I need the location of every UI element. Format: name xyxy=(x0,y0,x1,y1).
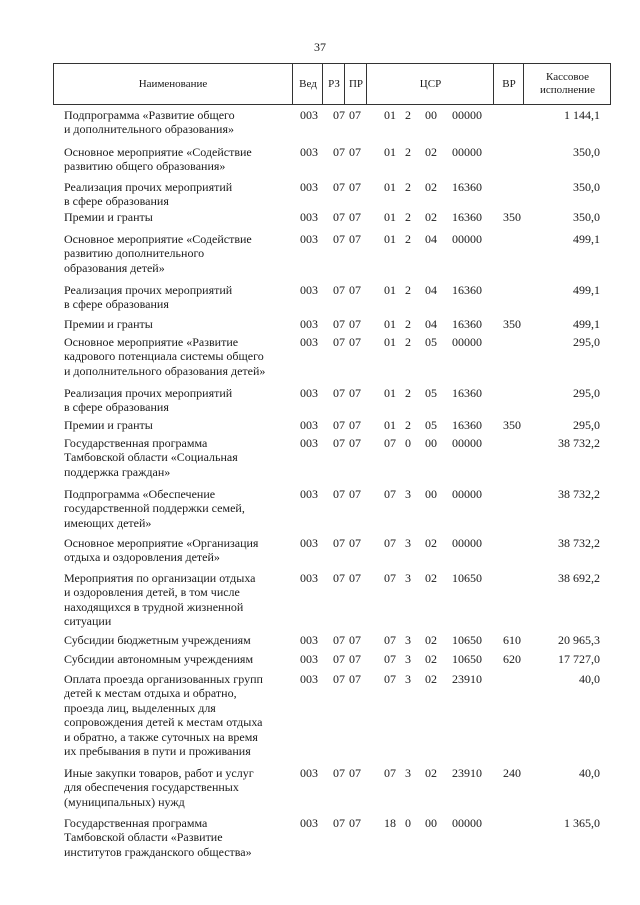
row-csr-subprogram: 2 xyxy=(405,386,411,400)
row-vr: 350 xyxy=(503,418,521,432)
row-csr-direction: 00000 xyxy=(452,232,482,246)
row-csr-activity: 02 xyxy=(425,633,437,647)
row-csr-subprogram: 2 xyxy=(405,145,411,159)
row-csr-subprogram: 3 xyxy=(405,652,411,666)
row-csr-activity: 00 xyxy=(425,436,437,450)
row-name: Премии и гранты xyxy=(64,418,153,432)
row-pr: 07 xyxy=(349,108,361,122)
row-vr: 240 xyxy=(503,766,521,780)
row-ved: 003 xyxy=(300,766,318,780)
row-csr-subprogram: 2 xyxy=(405,210,411,224)
row-name: Основное мероприятие «Содействие развитию дополнительного образования детей» xyxy=(64,232,252,275)
row-rz: 07 xyxy=(333,816,345,830)
row-csr-program: 01 xyxy=(384,418,396,432)
row-csr-subprogram: 3 xyxy=(405,571,411,585)
row-csr-subprogram: 3 xyxy=(405,487,411,501)
row-name: Премии и гранты xyxy=(64,317,153,331)
row-rz: 07 xyxy=(333,108,345,122)
row-rz: 07 xyxy=(333,335,345,349)
row-csr-subprogram: 2 xyxy=(405,180,411,194)
row-pr: 07 xyxy=(349,652,361,666)
row-name: Реализация прочих мероприятий в сфере образования xyxy=(64,283,233,312)
row-rz: 07 xyxy=(333,571,345,585)
row-csr-subprogram: 2 xyxy=(405,283,411,297)
row-vr: 610 xyxy=(503,633,521,647)
row-csr-activity: 05 xyxy=(425,335,437,349)
row-ved: 003 xyxy=(300,108,318,122)
row-csr-activity: 02 xyxy=(425,766,437,780)
row-csr-program: 07 xyxy=(384,571,396,585)
row-csr-activity: 00 xyxy=(425,108,437,122)
row-ved: 003 xyxy=(300,210,318,224)
row-rz: 07 xyxy=(333,386,345,400)
row-csr-activity: 04 xyxy=(425,283,437,297)
row-csr-direction: 16360 xyxy=(452,283,482,297)
row-pr: 07 xyxy=(349,672,361,686)
row-name: Субсидии автономным учреждениям xyxy=(64,652,254,666)
row-amount: 295,0 xyxy=(573,335,600,349)
row-amount: 350,0 xyxy=(573,145,600,159)
row-csr-program: 07 xyxy=(384,652,396,666)
row-name: Реализация прочих мероприятий в сфере образования xyxy=(64,386,233,415)
row-rz: 07 xyxy=(333,487,345,501)
row-csr-subprogram: 0 xyxy=(405,436,411,450)
header-pr: ПР xyxy=(344,64,367,104)
row-csr-direction: 00000 xyxy=(452,335,482,349)
row-pr: 07 xyxy=(349,487,361,501)
row-csr-direction: 16360 xyxy=(452,180,482,194)
row-csr-subprogram: 2 xyxy=(405,335,411,349)
row-ved: 003 xyxy=(300,283,318,297)
row-name: Премии и гранты xyxy=(64,210,153,224)
row-ved: 003 xyxy=(300,536,318,550)
row-csr-program: 07 xyxy=(384,536,396,550)
row-name: Реализация прочих мероприятий в сфере образования xyxy=(64,180,233,209)
row-name: Оплата проезда организованных групп детей к местам отдыха и обратно, проезда лиц, выделенных для сопровождения детей к местам отдыха и обратно, а также суточных на время их пребывания в пути и проживания xyxy=(64,672,263,759)
row-ved: 003 xyxy=(300,633,318,647)
row-csr-program: 01 xyxy=(384,108,396,122)
row-csr-program: 01 xyxy=(384,145,396,159)
row-rz: 07 xyxy=(333,232,345,246)
row-amount: 499,1 xyxy=(573,283,600,297)
row-ved: 003 xyxy=(300,816,318,830)
row-pr: 07 xyxy=(349,766,361,780)
row-csr-direction: 16360 xyxy=(452,418,482,432)
header-rz: РЗ xyxy=(322,64,345,104)
row-ved: 003 xyxy=(300,145,318,159)
header-ved: Вед xyxy=(292,64,323,104)
row-csr-subprogram: 2 xyxy=(405,232,411,246)
row-csr-direction: 00000 xyxy=(452,108,482,122)
row-name: Иные закупки товаров, работ и услуг для обеспечения государственных (муниципальных) нужд xyxy=(64,766,254,809)
row-csr-activity: 00 xyxy=(425,816,437,830)
row-amount: 350,0 xyxy=(573,210,600,224)
row-amount: 17 727,0 xyxy=(558,652,600,666)
table-header xyxy=(53,63,611,105)
row-csr-direction: 00000 xyxy=(452,816,482,830)
row-amount: 295,0 xyxy=(573,418,600,432)
row-name: Государственная программа Тамбовской области «Развитие институтов гражданского общества» xyxy=(64,816,252,859)
row-pr: 07 xyxy=(349,335,361,349)
row-pr: 07 xyxy=(349,436,361,450)
row-csr-subprogram: 3 xyxy=(405,766,411,780)
row-ved: 003 xyxy=(300,571,318,585)
row-amount: 1 365,0 xyxy=(564,816,600,830)
row-csr-program: 18 xyxy=(384,816,396,830)
row-name: Основное мероприятие «Развитие кадрового потенциала системы общего и дополнительного образования детей» xyxy=(64,335,266,378)
row-csr-direction: 16360 xyxy=(452,386,482,400)
row-csr-direction: 23910 xyxy=(452,672,482,686)
row-pr: 07 xyxy=(349,232,361,246)
row-csr-activity: 04 xyxy=(425,232,437,246)
row-amount: 40,0 xyxy=(579,766,600,780)
row-csr-subprogram: 3 xyxy=(405,536,411,550)
row-vr: 350 xyxy=(503,317,521,331)
row-csr-program: 01 xyxy=(384,210,396,224)
row-rz: 07 xyxy=(333,418,345,432)
row-ved: 003 xyxy=(300,652,318,666)
row-ved: 003 xyxy=(300,672,318,686)
row-name: Субсидии бюджетным учреждениям xyxy=(64,633,251,647)
row-ved: 003 xyxy=(300,232,318,246)
row-amount: 499,1 xyxy=(573,232,600,246)
row-ved: 003 xyxy=(300,335,318,349)
row-csr-activity: 02 xyxy=(425,536,437,550)
row-csr-activity: 02 xyxy=(425,652,437,666)
row-amount: 350,0 xyxy=(573,180,600,194)
row-amount: 499,1 xyxy=(573,317,600,331)
row-name: Мероприятия по организации отдыха и оздоровления детей, в том числе находящихся в трудной жизненной ситуации xyxy=(64,571,256,629)
row-amount: 38 732,2 xyxy=(558,436,600,450)
row-rz: 07 xyxy=(333,283,345,297)
row-amount: 295,0 xyxy=(573,386,600,400)
row-csr-subprogram: 2 xyxy=(405,317,411,331)
row-csr-subprogram: 3 xyxy=(405,633,411,647)
row-csr-subprogram: 2 xyxy=(405,418,411,432)
row-amount: 38 732,2 xyxy=(558,487,600,501)
row-csr-direction: 00000 xyxy=(452,487,482,501)
row-amount: 38 692,2 xyxy=(558,571,600,585)
row-csr-activity: 02 xyxy=(425,672,437,686)
row-rz: 07 xyxy=(333,536,345,550)
row-csr-program: 07 xyxy=(384,633,396,647)
row-pr: 07 xyxy=(349,317,361,331)
row-csr-activity: 05 xyxy=(425,418,437,432)
row-amount: 1 144,1 xyxy=(564,108,600,122)
row-csr-program: 01 xyxy=(384,180,396,194)
row-csr-direction: 10650 xyxy=(452,652,482,666)
row-csr-program: 01 xyxy=(384,386,396,400)
row-pr: 07 xyxy=(349,386,361,400)
row-csr-program: 01 xyxy=(384,283,396,297)
row-csr-program: 01 xyxy=(384,232,396,246)
row-ved: 003 xyxy=(300,180,318,194)
row-ved: 003 xyxy=(300,418,318,432)
row-ved: 003 xyxy=(300,317,318,331)
row-csr-direction: 16360 xyxy=(452,317,482,331)
row-pr: 07 xyxy=(349,210,361,224)
row-csr-activity: 02 xyxy=(425,180,437,194)
row-csr-activity: 05 xyxy=(425,386,437,400)
row-csr-subprogram: 3 xyxy=(405,672,411,686)
row-csr-direction: 10650 xyxy=(452,571,482,585)
row-rz: 07 xyxy=(333,180,345,194)
row-name: Основное мероприятие «Организация отдыха и оздоровления детей» xyxy=(64,536,259,565)
row-csr-activity: 02 xyxy=(425,571,437,585)
row-name: Основное мероприятие «Содействие развитию общего образования» xyxy=(64,145,252,174)
row-csr-program: 07 xyxy=(384,766,396,780)
header-vr: ВР xyxy=(493,64,524,104)
row-ved: 003 xyxy=(300,386,318,400)
row-csr-activity: 04 xyxy=(425,317,437,331)
row-pr: 07 xyxy=(349,633,361,647)
row-vr: 350 xyxy=(503,210,521,224)
row-pr: 07 xyxy=(349,145,361,159)
row-rz: 07 xyxy=(333,436,345,450)
row-name: Государственная программа Тамбовской области «Социальная поддержка граждан» xyxy=(64,436,238,479)
row-csr-activity: 02 xyxy=(425,145,437,159)
row-rz: 07 xyxy=(333,766,345,780)
row-csr-program: 07 xyxy=(384,487,396,501)
row-csr-subprogram: 0 xyxy=(405,816,411,830)
row-csr-subprogram: 2 xyxy=(405,108,411,122)
row-name: Подпрограмма «Развитие общего и дополнительного образования» xyxy=(64,108,235,137)
page-number: 37 xyxy=(314,40,326,54)
row-csr-activity: 00 xyxy=(425,487,437,501)
row-pr: 07 xyxy=(349,816,361,830)
row-ved: 003 xyxy=(300,487,318,501)
row-amount: 20 965,3 xyxy=(558,633,600,647)
row-csr-direction: 00000 xyxy=(452,536,482,550)
row-pr: 07 xyxy=(349,571,361,585)
row-rz: 07 xyxy=(333,672,345,686)
row-csr-program: 01 xyxy=(384,335,396,349)
header-name: Наименование xyxy=(138,77,208,90)
row-pr: 07 xyxy=(349,283,361,297)
row-csr-program: 07 xyxy=(384,672,396,686)
row-csr-direction: 10650 xyxy=(452,633,482,647)
row-rz: 07 xyxy=(333,652,345,666)
row-pr: 07 xyxy=(349,536,361,550)
row-vr: 620 xyxy=(503,652,521,666)
row-amount: 40,0 xyxy=(579,672,600,686)
header-amount: Кассовое исполнение xyxy=(523,64,611,104)
row-rz: 07 xyxy=(333,317,345,331)
row-name: Подпрограмма «Обеспечение государственной поддержки семей, имеющих детей» xyxy=(64,487,245,530)
row-csr-program: 01 xyxy=(384,317,396,331)
row-pr: 07 xyxy=(349,418,361,432)
row-pr: 07 xyxy=(349,180,361,194)
row-amount: 38 732,2 xyxy=(558,536,600,550)
row-csr-direction: 00000 xyxy=(452,145,482,159)
row-ved: 003 xyxy=(300,436,318,450)
row-csr-program: 07 xyxy=(384,436,396,450)
row-rz: 07 xyxy=(333,210,345,224)
row-rz: 07 xyxy=(333,145,345,159)
row-csr-activity: 02 xyxy=(425,210,437,224)
header-csr: ЦСР xyxy=(366,64,494,104)
row-csr-direction: 00000 xyxy=(452,436,482,450)
row-csr-direction: 16360 xyxy=(452,210,482,224)
row-csr-direction: 23910 xyxy=(452,766,482,780)
row-rz: 07 xyxy=(333,633,345,647)
